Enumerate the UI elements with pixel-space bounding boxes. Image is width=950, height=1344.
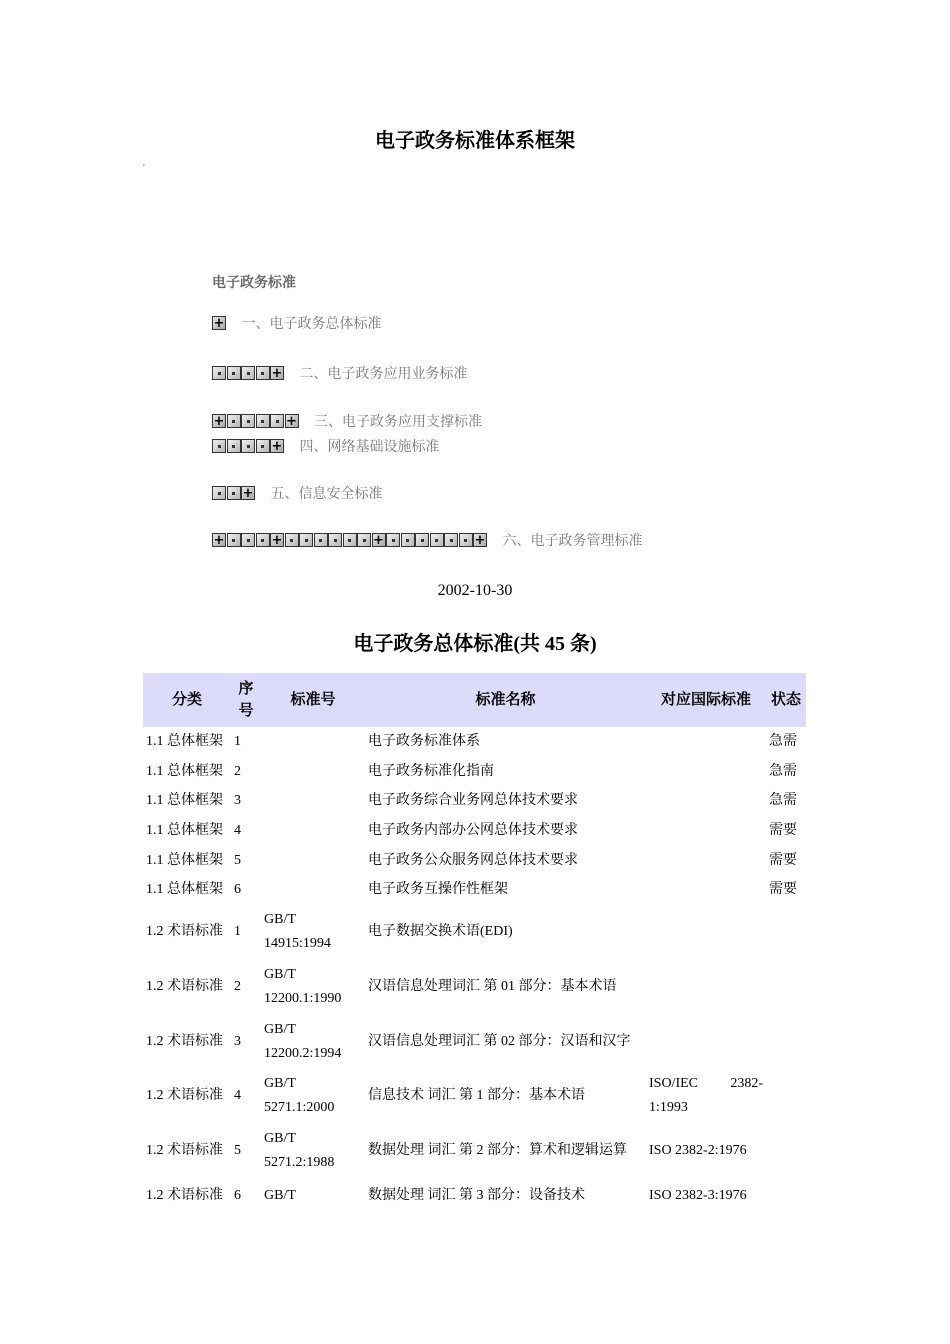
tree-item[interactable] — [212, 531, 643, 549]
cell-number: 6 — [234, 1188, 241, 1204]
cell-intl — [646, 786, 766, 816]
tree-line-dot-icon — [212, 366, 226, 380]
cell-code: GB/T 12200.1:1990 — [264, 967, 342, 1007]
cell-code: GB/T 14915:1994 — [264, 912, 331, 952]
tree-line-dot-icon — [227, 533, 241, 547]
tree-line-dot-icon — [212, 486, 226, 500]
expand-plus-icon[interactable]: + — [271, 365, 283, 381]
tree-line-dot-icon — [270, 414, 284, 428]
cell-status: 需要 — [769, 882, 797, 898]
standards-table — [143, 673, 806, 1214]
tree-item[interactable] — [212, 364, 468, 382]
tree-connector-icons — [212, 316, 227, 330]
tree-line-dot-icon — [256, 366, 270, 380]
cell-category: 1.2 术语标准 — [146, 979, 223, 995]
tree-line-dot-icon — [241, 439, 255, 453]
cell-status — [766, 1069, 806, 1124]
cell-name: 电子政务互操作性框架 — [368, 882, 508, 898]
cell-status — [766, 1014, 806, 1069]
cell-name: 数据处理 词汇 第 3 部分：设备技术 — [368, 1188, 585, 1204]
cell-code — [261, 875, 365, 905]
cell-name: 电子政务内部办公网总体技术要求 — [368, 822, 578, 838]
cell-status: 急需 — [769, 733, 797, 749]
tree-line-dot-icon — [212, 439, 226, 453]
tree-line-dot-icon — [256, 439, 270, 453]
cell-intl — [646, 905, 766, 960]
cell-category: 1.1 总体框架 — [146, 733, 223, 749]
tree-line-dot-icon — [227, 366, 241, 380]
tree-item-label: 五、信息安全标准 — [270, 487, 383, 502]
cell-status: 急需 — [769, 763, 797, 779]
table-row — [143, 757, 806, 787]
cell-number: 4 — [234, 1088, 241, 1104]
table-row — [143, 1014, 806, 1069]
tree-item-label: 六、电子政务管理标准 — [502, 534, 643, 549]
tree-line-dot-icon — [256, 533, 270, 547]
cell-name: 电子政务标准化指南 — [368, 763, 494, 779]
cell-category: 1.1 总体框架 — [146, 822, 223, 838]
cell-code: GB/T 12200.2:1994 — [264, 1021, 342, 1061]
expand-plus-icon[interactable]: + — [242, 485, 254, 501]
tree-line-dot-icon — [227, 486, 241, 500]
tree-connector-icons — [212, 414, 299, 428]
cell-number: 1 — [234, 924, 241, 940]
cell-code: GB/T 5271.1:2000 — [264, 1076, 335, 1116]
table-row — [143, 816, 806, 846]
table-row — [143, 1069, 806, 1124]
cell-intl — [646, 816, 766, 846]
table-header-row — [143, 673, 806, 727]
cell-category: 1.2 术语标准 — [146, 1142, 223, 1158]
expand-plus-icon[interactable]: + — [213, 315, 225, 331]
table-row — [143, 1124, 806, 1179]
tree-connector-icons — [212, 486, 256, 500]
tree-line-dot-icon — [241, 414, 255, 428]
cell-number: 3 — [234, 793, 241, 809]
tree-line-dot-icon — [227, 439, 241, 453]
cell-number: 3 — [234, 1033, 241, 1049]
cell-number: 2 — [234, 979, 241, 995]
tree-line-dot-icon — [401, 533, 415, 547]
stray-mark: ' — [143, 163, 145, 174]
cell-status — [766, 1124, 806, 1179]
cell-status: 需要 — [769, 822, 797, 838]
cell-status: 急需 — [769, 793, 797, 809]
tree-heading: 电子政务标准 — [212, 276, 296, 291]
header-category: 分类 — [143, 673, 231, 727]
cell-intl — [646, 846, 766, 876]
cell-intl — [646, 960, 766, 1015]
cell-number: 5 — [234, 852, 241, 868]
tree-item-label: 一、电子政务总体标准 — [241, 317, 382, 332]
tree-line-dot-icon — [227, 414, 241, 428]
tree-line-dot-icon — [285, 533, 299, 547]
expand-plus-icon[interactable]: + — [286, 413, 297, 429]
cell-status — [766, 960, 806, 1015]
tree-line-dot-icon — [444, 533, 458, 547]
header-code: 标准号 — [261, 673, 365, 727]
table-row — [143, 875, 806, 905]
tree-connector-icons — [212, 366, 285, 380]
cell-code — [261, 727, 365, 757]
cell-number: 2 — [234, 763, 241, 779]
expand-plus-icon[interactable]: + — [373, 532, 384, 548]
cell-name: 电子政务标准体系 — [368, 733, 480, 749]
table-row — [143, 960, 806, 1015]
cell-name: 数据处理 词汇 第 2 部分：算术和逻辑运算 — [368, 1142, 627, 1158]
cell-intl — [646, 757, 766, 787]
table-row — [143, 905, 806, 960]
cell-number: 4 — [234, 822, 241, 838]
header-name: 标准名称 — [365, 673, 646, 727]
tree-line-dot-icon — [256, 414, 270, 428]
cell-status — [766, 905, 806, 960]
cell-category: 1.1 总体框架 — [146, 763, 223, 779]
tree-line-dot-icon — [299, 533, 313, 547]
expand-plus-icon[interactable]: + — [474, 532, 486, 548]
cell-intl: ISO 2382-3:1976 — [649, 1188, 747, 1204]
cell-code — [261, 757, 365, 787]
cell-category: 1.2 术语标准 — [146, 1188, 223, 1204]
tree-line-dot-icon — [241, 533, 255, 547]
cell-code — [261, 816, 365, 846]
tree-item[interactable] — [212, 412, 482, 430]
document-date: 2002-10-30 — [437, 582, 513, 599]
tree-item[interactable] — [212, 314, 382, 332]
expand-plus-icon[interactable]: + — [271, 438, 283, 454]
table-row — [143, 786, 806, 816]
table-body — [143, 727, 806, 1214]
tree-line-dot-icon — [241, 366, 255, 380]
expand-plus-icon[interactable]: + — [271, 532, 283, 548]
cell-name: 汉语信息处理词汇 第 01 部分：基本术语 — [368, 979, 617, 995]
cell-code — [261, 786, 365, 816]
cell-category: 1.1 总体框架 — [146, 852, 223, 868]
tree-line-dot-icon — [357, 533, 371, 547]
tree-line-dot-icon — [328, 533, 342, 547]
cell-intl: ISO 2382-2:1976 — [649, 1142, 747, 1158]
cell-name: 电子数据交换术语(EDI) — [368, 924, 513, 940]
cell-status — [766, 1178, 806, 1214]
tree-line-dot-icon — [415, 533, 429, 547]
expand-plus-icon[interactable]: + — [213, 532, 225, 548]
header-intl: 对应国际标准 — [646, 673, 766, 727]
cell-code — [261, 846, 365, 876]
cell-code: GB/T 5271.2:1988 — [264, 1130, 335, 1170]
cell-name: 电子政务综合业务网总体技术要求 — [368, 793, 578, 809]
cell-category: 1.2 术语标准 — [146, 1033, 223, 1049]
tree-item-label: 三、电子政务应用支撑标准 — [314, 415, 482, 430]
cell-number: 5 — [234, 1142, 241, 1158]
header-number: 序号 — [231, 673, 261, 727]
header-status: 状态 — [766, 673, 806, 727]
cell-status: 需要 — [769, 852, 797, 868]
tree-line-dot-icon — [386, 533, 400, 547]
tree-item-label: 二、电子政务应用业务标准 — [299, 367, 468, 382]
table-row — [143, 1178, 806, 1214]
tree-line-dot-icon — [430, 533, 444, 547]
cell-name: 汉语信息处理词汇 第 02 部分：汉语和汉字 — [368, 1033, 631, 1049]
tree-item-label: 四、网络基础设施标准 — [299, 440, 440, 455]
cell-name: 电子政务公众服务网总体技术要求 — [368, 852, 578, 868]
cell-number: 1 — [234, 733, 241, 749]
cell-intl: ISO/IEC 2382-1:1993 — [649, 1076, 763, 1116]
tree-connector-icons — [212, 439, 285, 453]
page-title: 电子政务标准体系框架 — [375, 130, 575, 152]
cell-category: 1.2 术语标准 — [146, 924, 223, 940]
tree-item[interactable] — [212, 437, 440, 455]
table-row — [143, 727, 806, 757]
expand-plus-icon[interactable]: + — [213, 413, 225, 429]
cell-category: 1.1 总体框架 — [146, 793, 223, 809]
cell-category: 1.2 术语标准 — [146, 1088, 223, 1104]
section-title: 电子政务总体标准(共 45 条) — [353, 633, 597, 655]
cell-intl — [646, 727, 766, 757]
tree-item[interactable] — [212, 484, 383, 502]
tree-line-dot-icon — [314, 533, 328, 547]
cell-intl — [646, 1014, 766, 1069]
tree-connector-icons — [212, 533, 488, 547]
tree-line-dot-icon — [459, 533, 473, 547]
cell-category: 1.1 总体框架 — [146, 882, 223, 898]
cell-name: 信息技术 词汇 第 1 部分：基本术语 — [368, 1088, 585, 1104]
table-row — [143, 846, 806, 876]
cell-intl — [646, 875, 766, 905]
cell-code: GB/T — [264, 1188, 296, 1204]
cell-number: 6 — [234, 882, 241, 898]
tree-line-dot-icon — [343, 533, 357, 547]
